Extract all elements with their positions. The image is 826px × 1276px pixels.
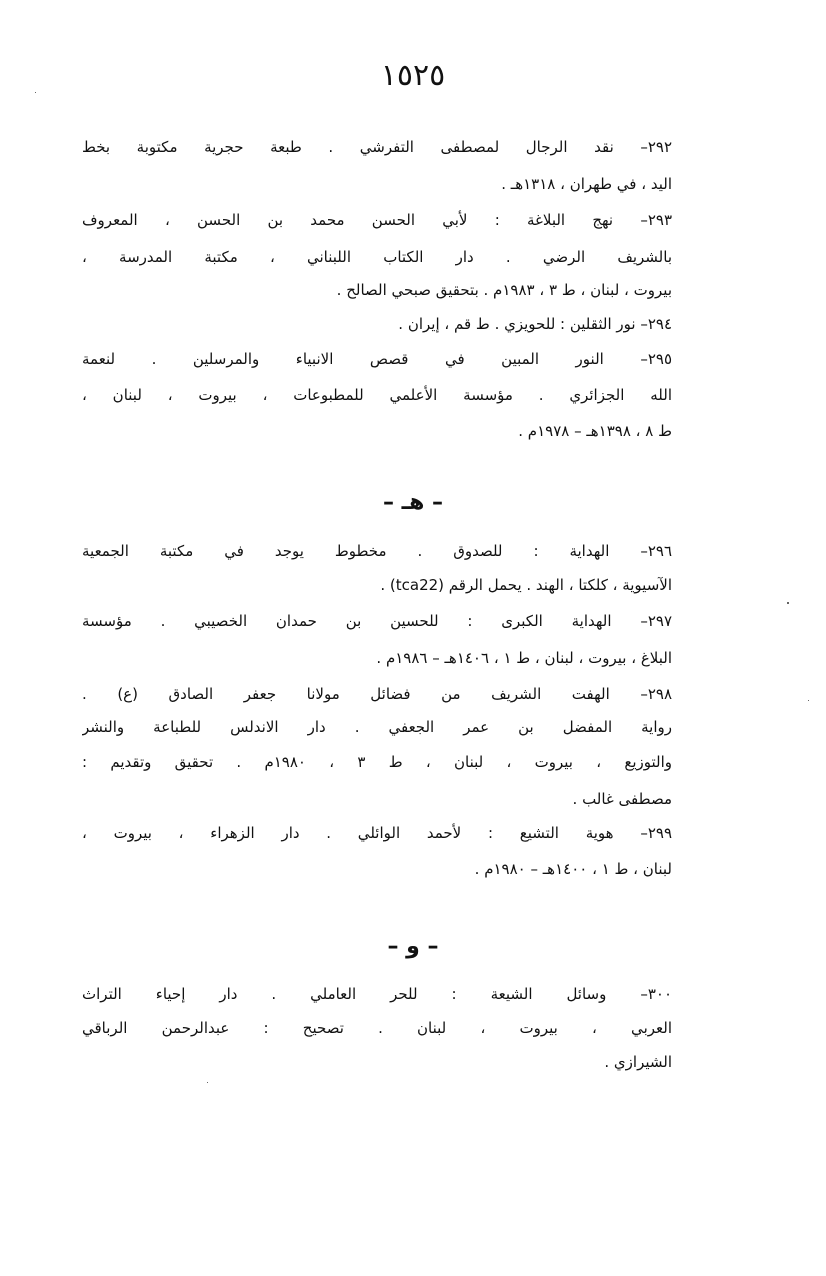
entry-line: مصطفى غالب . [572, 790, 672, 808]
entry-line: بالشريف الرضي . دار الكتاب اللبناني ، مكتبة المدرسة ، [82, 248, 672, 266]
entry-line: ٢٩٣– نهج البلاغة : لأبي الحسن محمد بن الحسن ، المعروف [82, 211, 672, 229]
entry-line: ٣٠٠– وسائل الشيعة : للحر العاملي . دار إحياء التراث [82, 985, 672, 1003]
entry-line: الشيرازي . [604, 1053, 672, 1071]
scan-speck [808, 700, 809, 701]
scan-speck [35, 92, 36, 93]
entry-line: اليد ، في طهران ، ١٣١٨هـ . [501, 175, 672, 193]
entry-line: رواية المفضل بن عمر الجعفي . دار الاندلس للطباعة والنشر [82, 718, 672, 736]
section-heading-waw: – و – [387, 934, 439, 959]
entry-line: ٢٩٧– الهداية الكبرى : للحسين بن حمدان الخصيبي . مؤسسة [82, 612, 672, 630]
entry-line: لبنان ، ط ١ ، ١٤٠٠هـ – ١٩٨٠م . [474, 860, 672, 878]
page-number: ١٥٢٥ [380, 58, 446, 93]
entry-line: ٢٩٩– هوية التشيع : لأحمد الوائلي . دار الزهراء ، بيروت ، [82, 824, 672, 842]
entry-line: ط ٨ ، ١٣٩٨هـ – ١٩٧٨م . [518, 422, 672, 440]
entry-line: الآسيوية ، كلكتا ، الهند . يحمل الرقم (tca22) . [380, 576, 672, 594]
entry-line: ٢٩٢– نقد الرجال لمصطفى التفرشي . طبعة حجرية مكتوبة بخط [82, 138, 672, 156]
section-heading-ha: – هـ – [382, 490, 444, 515]
entry-line: والتوزيع ، بيروت ، لبنان ، ط ٣ ، ١٩٨٠م . تحقيق وتقديم : [82, 753, 672, 771]
scan-speck [787, 602, 789, 604]
entry-line: ٢٩٦– الهداية : للصدوق . مخطوط يوجد في مكتبة الجمعية [82, 542, 672, 560]
entry-line: ٢٩٥– النور المبين في قصص الانبياء والمرسلين . لنعمة [82, 350, 672, 368]
entry-line: ٢٩٨– الهفت الشريف من فضائل مولانا جعفر الصادق (ع) . [82, 685, 672, 703]
entry-line: العربي ، بيروت ، لبنان . تصحيح : عبدالرحمن الرباقي [82, 1019, 672, 1037]
entry-line: البلاغ ، بيروت ، لبنان ، ط ١ ، ١٤٠٦هـ – ١٩٨٦م . [376, 649, 672, 667]
entry-line: ٢٩٤– نور الثقلين : للحويزي . ط قم ، إيران . [398, 315, 672, 333]
entry-line: بيروت ، لبنان ، ط ٣ ، ١٩٨٣م . بتحقيق صبحي الصالح . [336, 281, 672, 299]
scan-speck [207, 1082, 208, 1083]
entry-line: الله الجزائري . مؤسسة الأعلمي للمطبوعات ، بيروت ، لبنان ، [82, 386, 672, 404]
